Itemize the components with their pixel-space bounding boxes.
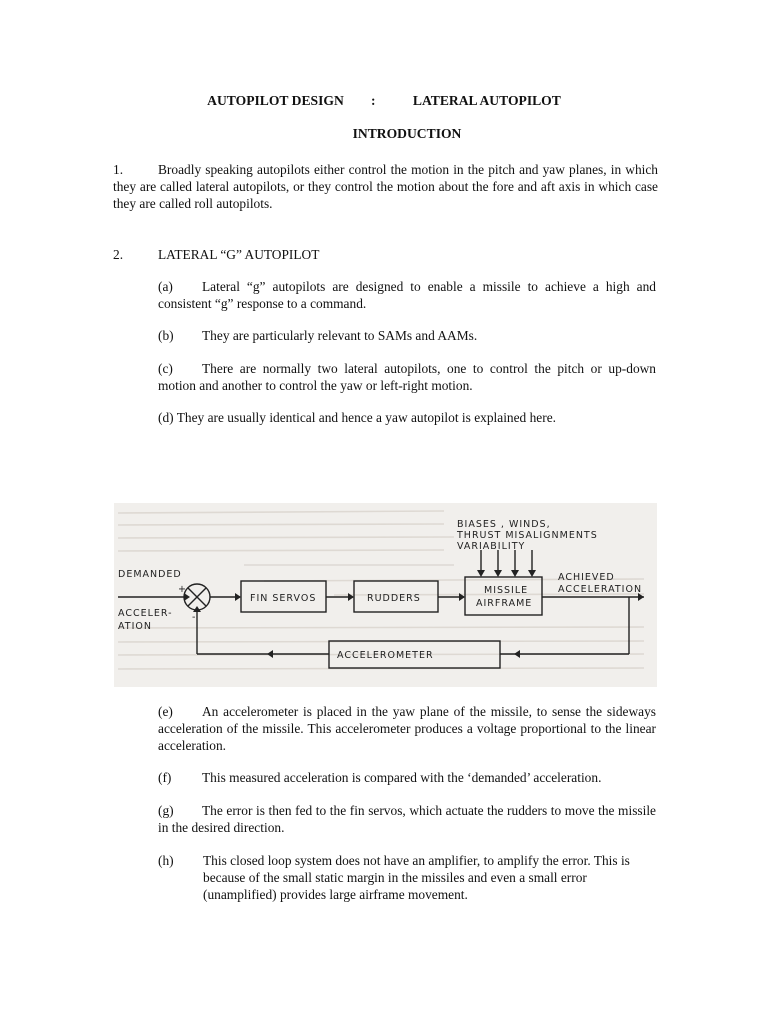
item-label: (d) (158, 410, 174, 425)
yaw-autopilot-block-diagram (114, 503, 657, 687)
list-item-g (158, 802, 656, 836)
list-item-a (158, 278, 656, 312)
item-text: This closed loop system does not have an amplifier, to amplify the error. This is because of the small static margin in the missiles and even a small error (unamplified) provides large airframe movement. (203, 853, 630, 902)
list-item-f (158, 769, 656, 786)
item-text: The error is then fed to the fin servos, which actuate the rudders to move the missile in the desired direction. (158, 803, 656, 835)
paragraph-number: 1. (113, 162, 124, 177)
item-label: (a) (158, 279, 173, 294)
item-text: Lateral “g” autopilots are designed to enable a missile to achieve a high and consistent “g” response to a command. (158, 279, 656, 311)
disturbance-line-2: THRUST MISALIGNMENTS (457, 530, 598, 541)
block-airframe: AIRFRAME (476, 598, 533, 609)
list-item-d (158, 409, 656, 426)
block-rudders: RUDDERS (367, 593, 421, 604)
item-text: They are particularly relevant to SAMs and AAMs. (202, 328, 478, 343)
paragraph-text: Broadly speaking autopilots either control the motion in the pitch and yaw planes, in which they are called lateral autopilots, or they control the motion about the fore and aft axis in which case they are called roll autopilots. (113, 162, 658, 211)
item-label: (c) (158, 361, 173, 376)
label-acceleration: ACCELERATION (558, 584, 643, 595)
label-acceler: ACCELER- (118, 608, 173, 619)
item-text: They are usually identical and hence a yaw autopilot is explained here. (176, 410, 556, 425)
list-item-e (158, 703, 656, 754)
item-text: There are normally two lateral autopilots, one to control the pitch or up-down motion and another to control the yaw or left-right motion. (158, 361, 656, 393)
item-label: (h) (158, 853, 174, 868)
item-label: (e) (158, 704, 173, 719)
section-heading-introduction: INTRODUCTION (352, 126, 462, 141)
section-number: 2. (113, 247, 124, 262)
item-label: (g) (158, 803, 174, 818)
item-text: This measured acceleration is compared with the ‘demanded’ acceleration. (202, 770, 602, 785)
list-item-h (158, 852, 656, 903)
section-title: LATERAL “G” AUTOPILOT (158, 247, 320, 262)
paragraph-1 (113, 161, 658, 212)
disturbance-line-1: BIASES , WINDS, (457, 519, 551, 530)
disturbance-line-3: VARIABILITY (457, 541, 526, 552)
block-fin-servos: FIN SERVOS (250, 593, 317, 604)
list-item-c (158, 360, 656, 394)
item-label: (f) (158, 770, 172, 785)
item-label: (b) (158, 328, 174, 343)
section-2-heading (113, 246, 658, 263)
label-ation: ATION (118, 621, 152, 632)
item-text: An accelerometer is placed in the yaw plane of the missile, to sense the sideways acceleration of the missile. This accelerometer produces a voltage proportional to the linear acceleration. (158, 704, 656, 753)
minus-sign: - (192, 612, 197, 623)
block-missile: MISSILE (484, 585, 529, 596)
plus-sign: + (178, 584, 187, 595)
label-demanded: DEMANDED (118, 569, 182, 580)
block-accelerometer: ACCELEROMETER (337, 650, 434, 661)
label-achieved: ACHIEVED (558, 572, 615, 583)
list-item-b (158, 327, 656, 344)
document-title: AUTOPILOT DESIGN : LATERAL AUTOPILOT (207, 93, 561, 108)
